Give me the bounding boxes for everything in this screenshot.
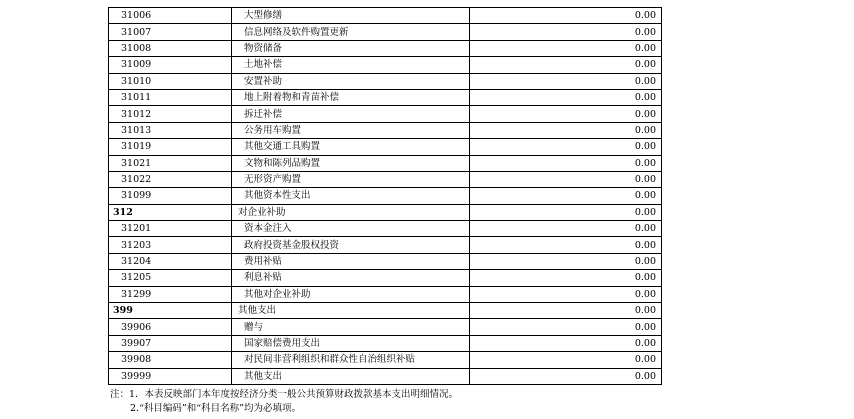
subject-name-cell: 大型修缮	[232, 8, 470, 24]
subject-name-cell: 地上附着物和青苗补偿	[232, 89, 470, 105]
subject-code-cell: 399	[109, 303, 232, 319]
subject-name-cell: 物资储备	[232, 40, 470, 56]
amount-cell: 0.00	[470, 204, 662, 220]
amount-cell: 0.00	[470, 221, 662, 237]
amount-cell: 0.00	[470, 270, 662, 286]
subject-name-cell: 对民间非营利组织和群众性自治组织补贴	[232, 352, 470, 368]
subject-name-cell: 政府投资基金股权投资	[232, 237, 470, 253]
subject-name-cell: 其他交通工具购置	[232, 139, 470, 155]
subject-code-cell: 31010	[109, 73, 232, 89]
amount-cell: 0.00	[470, 89, 662, 105]
table-row	[109, 253, 662, 269]
table-row	[109, 286, 662, 302]
table-row	[109, 24, 662, 40]
subject-code-cell: 31011	[109, 89, 232, 105]
subject-name-cell: 费用补贴	[232, 253, 470, 269]
amount-cell: 0.00	[470, 352, 662, 368]
table-row	[109, 155, 662, 171]
subject-name-cell: 信息网络及软件购置更新	[232, 24, 470, 40]
table-row	[109, 270, 662, 286]
table-row	[109, 352, 662, 368]
note-line-1: 注：1．本表反映部门本年度按经济分类一般公共预算财政拨款基本支出明细情况。	[110, 389, 459, 400]
subject-name-cell: 国家赔偿费用支出	[232, 335, 470, 351]
subject-code-cell: 31019	[109, 139, 232, 155]
subject-code-cell: 39908	[109, 352, 232, 368]
amount-cell: 0.00	[470, 139, 662, 155]
subject-name-cell: 其他资本性支出	[232, 188, 470, 204]
table-row	[109, 8, 662, 24]
amount-cell: 0.00	[470, 286, 662, 302]
subject-code-cell: 31205	[109, 270, 232, 286]
table-row	[109, 237, 662, 253]
note-line-2: 2.“科目编码”和“科目名称”均为必填项。	[130, 403, 301, 414]
amount-cell: 0.00	[470, 335, 662, 351]
table-row	[109, 171, 662, 187]
subject-name-cell: 土地补偿	[232, 57, 470, 73]
subject-code-cell: 31099	[109, 188, 232, 204]
amount-cell: 0.00	[470, 8, 662, 24]
amount-cell: 0.00	[470, 303, 662, 319]
subject-name-cell: 安置补助	[232, 73, 470, 89]
subject-code-cell: 31013	[109, 122, 232, 138]
table-row	[109, 40, 662, 56]
amount-cell: 0.00	[470, 122, 662, 138]
table-row	[109, 221, 662, 237]
amount-cell: 0.00	[470, 368, 662, 384]
subject-code-cell: 31021	[109, 155, 232, 171]
amount-cell: 0.00	[470, 155, 662, 171]
subject-code-cell: 31007	[109, 24, 232, 40]
amount-cell: 0.00	[470, 73, 662, 89]
table-row	[109, 73, 662, 89]
table-row	[109, 335, 662, 351]
table-row	[109, 122, 662, 138]
category-row	[109, 303, 662, 319]
subject-code-cell: 31201	[109, 221, 232, 237]
amount-cell: 0.00	[470, 253, 662, 269]
table-row	[109, 368, 662, 384]
subject-code-cell: 39907	[109, 335, 232, 351]
subject-code-cell: 31022	[109, 171, 232, 187]
table-row	[109, 319, 662, 335]
subject-name-cell: 无形资产购置	[232, 171, 470, 187]
subject-name-cell: 赠与	[232, 319, 470, 335]
subject-code-cell: 31008	[109, 40, 232, 56]
subject-code-cell: 39906	[109, 319, 232, 335]
table-body	[109, 8, 662, 385]
subject-name-cell: 公务用车购置	[232, 122, 470, 138]
amount-cell: 0.00	[470, 24, 662, 40]
subject-code-cell: 312	[109, 204, 232, 220]
amount-cell: 0.00	[470, 237, 662, 253]
amount-cell: 0.00	[470, 188, 662, 204]
subject-name-cell: 其他支出	[232, 303, 470, 319]
table-row	[109, 89, 662, 105]
subject-code-cell: 39999	[109, 368, 232, 384]
table-row	[109, 139, 662, 155]
expenditure-detail-table	[108, 7, 662, 385]
amount-cell: 0.00	[470, 40, 662, 56]
subject-code-cell: 31012	[109, 106, 232, 122]
subject-code-cell: 31203	[109, 237, 232, 253]
subject-code-cell: 31009	[109, 57, 232, 73]
subject-name-cell: 资本金注入	[232, 221, 470, 237]
subject-name-cell: 文物和陈列品购置	[232, 155, 470, 171]
amount-cell: 0.00	[470, 319, 662, 335]
table-row	[109, 188, 662, 204]
subject-name-cell: 拆迁补偿	[232, 106, 470, 122]
subject-name-cell: 对企业补助	[232, 204, 470, 220]
subject-code-cell: 31204	[109, 253, 232, 269]
subject-name-cell: 其他对企业补助	[232, 286, 470, 302]
table-row	[109, 57, 662, 73]
subject-code-cell: 31299	[109, 286, 232, 302]
amount-cell: 0.00	[470, 106, 662, 122]
subject-name-cell: 其他支出	[232, 368, 470, 384]
table-notes	[110, 388, 458, 416]
category-row	[109, 204, 662, 220]
subject-name-cell: 利息补贴	[232, 270, 470, 286]
amount-cell: 0.00	[470, 57, 662, 73]
table-row	[109, 106, 662, 122]
amount-cell: 0.00	[470, 171, 662, 187]
subject-code-cell: 31006	[109, 8, 232, 24]
